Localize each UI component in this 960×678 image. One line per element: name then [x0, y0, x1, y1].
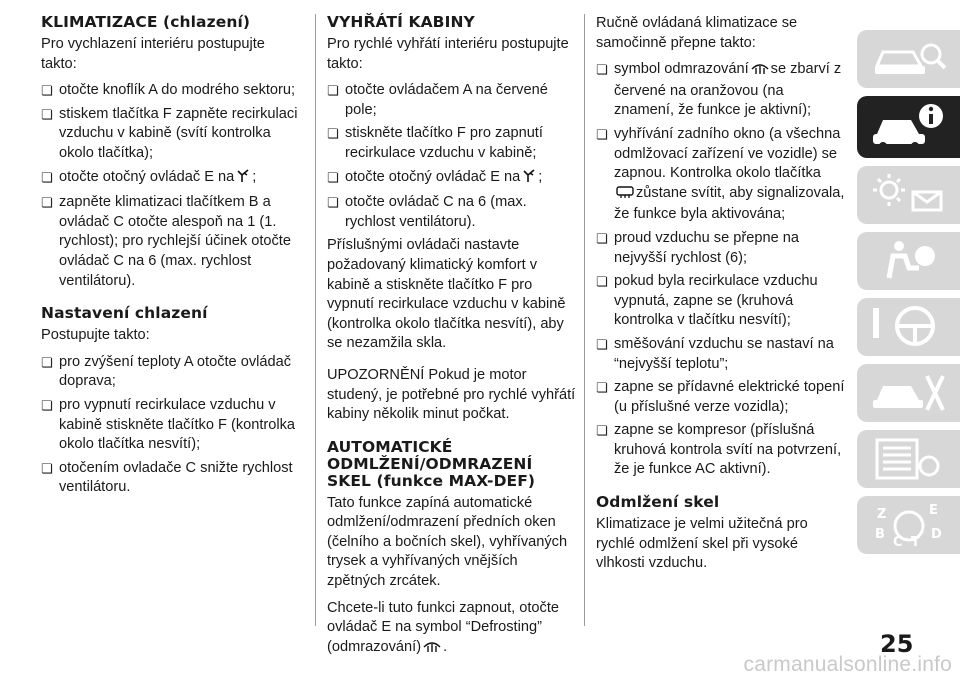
tab-warning-lights[interactable] — [857, 166, 960, 224]
list-item-text: otočte otočný ovládač E na — [59, 168, 235, 185]
heading-cabin-heating: VYHŘÁTÍ KABINY — [327, 13, 475, 31]
list-item — [596, 60, 846, 121]
paragraph-text: Chcete-li tuto funkci zapnout, otočte ovládač E na symbol “Defrosting” (odmrazování) — [327, 599, 560, 655]
heading-cooling-settings: Nastavení chlazení — [41, 304, 208, 323]
list-item: ❏ pro vypnutí recirkulace vzduchu v kabině stiskněte tlačítko F (kontrolka okolo tlačítka nesvítí); — [41, 396, 303, 455]
list-item: ❏ zapněte klimatizaci tlačítkem B a ovládač C otočte alespoň na 1 (1. rychlost); pro rychlejší účinek otočte ovládač C na 6 (max. rychlost ventilátoru). — [41, 193, 303, 291]
page-number: 25 — [880, 630, 914, 658]
list-item: ❏ otočte ovládačem A na červené pole; — [327, 81, 579, 120]
index-letter: B — [875, 527, 885, 542]
tab-emergency[interactable] — [857, 364, 960, 422]
list-item: ❏ pokud byla recirkulace vzduchu vypnutá, zapne se (kruhová kontrolka v tlačítku nesvítí); — [596, 272, 846, 331]
list-item — [596, 125, 846, 225]
specifications-icon — [869, 436, 949, 482]
paragraph: Pro vychlazení interiéru postupujte takto: — [41, 36, 265, 72]
index-letter: D — [931, 527, 942, 542]
list-item: ❏ pro zvýšení teploty A otočte ovládač doprava; — [41, 353, 303, 392]
list-item-text-end: ; — [252, 168, 257, 185]
tab-maintenance[interactable] — [857, 430, 960, 488]
bullet-list — [327, 81, 579, 232]
list-item: ❏ zapne se kompresor (příslušná kruhová kontrola svítí na potvrzení, že je funkce AC aktivní). — [596, 421, 846, 480]
paragraph: Postupujte takto: — [41, 327, 150, 344]
bullet-list — [41, 81, 303, 291]
list-item-text: vyhřívání zadního okno (a všechna odmlžovací zařízení ve vozidle) se zapnou. Kontrolka okolo tlačítka — [614, 125, 841, 182]
watermark: carmanualsonline.info — [743, 653, 952, 676]
list-item: ❏ proud vzduchu se přepne na nejvyšší rychlost (6); — [596, 229, 846, 268]
airbag-icon — [869, 238, 949, 284]
list-item: ❏ otočte knoflík A do modrého sektoru; — [41, 81, 303, 101]
car-tools-icon — [869, 370, 949, 416]
paragraph: Tato funkce zapíná automatické odmlžení/odmrazení předních oken (čelního a bočních skel), vyhřívaných trysek a vyhřívaných vnějších zpětných zrcátek. — [327, 494, 568, 590]
list-item-text: symbol odmrazování — [614, 61, 749, 78]
column-right — [596, 14, 846, 581]
index-letter: Z — [877, 507, 887, 522]
list-item: ❏ otočte ovládač C na 6 (max. rychlost ventilátoru). — [327, 193, 579, 232]
heading-cooling: KLIMATIZACE (chlazení) — [41, 13, 251, 31]
index-icon — [869, 502, 949, 548]
list-item — [327, 168, 579, 190]
tab-car-search[interactable] — [857, 30, 960, 88]
column-divider — [315, 14, 316, 626]
rear-window-heater-icon — [616, 185, 634, 206]
column-middle — [327, 14, 579, 666]
list-item: ❏ zapne se přídavné elektrické topení (u příslušné verze vozidla); — [596, 378, 846, 417]
list-item: ❏ stiskněte tlačítko F pro zapnutí recirkulace vzduchu v kabině; — [327, 124, 579, 163]
defrost-icon — [751, 61, 769, 82]
column-divider — [584, 14, 585, 626]
list-item-text: otočte otočný ovládač E na — [345, 168, 521, 185]
index-letter: E — [929, 503, 938, 518]
defrost-icon — [423, 639, 441, 660]
tab-index[interactable] — [857, 496, 960, 554]
index-letter: C — [893, 535, 903, 548]
list-item: ❏ otočením ovladače C snižte rychlost ventilátoru. — [41, 459, 303, 498]
paragraph: Příslušnými ovládači nastavte požadovaný klimatický komfort v kabině a stiskněte tlačítko F pro vypnutí recirkulace vzduchu v kabině (kontrolka okolo tlačítka nesvítí), aby se nezamžila skla. — [327, 237, 566, 352]
tab-driving[interactable] — [857, 298, 960, 356]
heading-max-def: AUTOMATICKÉ ODMLŽENÍ/ODMRAZENÍ SKEL (funkce MAX-DEF) — [327, 437, 536, 490]
paragraph — [327, 599, 579, 660]
heading-defogging: Odmlžení skel — [596, 493, 720, 512]
warning-paragraph: UPOZORNĚNÍ Pokud je motor studený, je potřebné pro rychlé vyhřátí kabiny několik minut počkat. — [327, 366, 576, 423]
paragraph: Pro rychlé vyhřátí interiéru postupujte takto: — [327, 36, 569, 72]
list-item-text-end: ; — [538, 168, 543, 185]
index-letter: T — [911, 535, 920, 548]
steering-wheel-icon — [869, 304, 949, 350]
snowflake-vent-icon — [236, 169, 250, 190]
car-info-icon — [869, 102, 949, 152]
list-item: ❏ stiskem tlačítka F zapněte recirkulaci vzduchu v kabině (svítí kontrolka okolo tlačítka); — [41, 105, 303, 164]
warning-lights-icon — [869, 172, 949, 218]
list-item — [41, 168, 303, 190]
list-item: ❏ směšování vzduchu se nastaví na “nejvyšší teplotu”; — [596, 335, 846, 374]
column-left — [41, 14, 303, 502]
air-feet-icon — [522, 169, 536, 190]
tab-safety[interactable] — [857, 232, 960, 290]
paragraph-text-end: . — [443, 638, 448, 655]
car-search-icon — [869, 36, 949, 82]
tab-car-info[interactable] — [857, 96, 960, 158]
bullet-list — [41, 353, 303, 498]
paragraph: Klimatizace je velmi užitečná pro rychlé odmlžení skel při vysoké vlhkosti vzduchu. — [596, 516, 808, 572]
list-item-text: se zbarví z červené na oranžovou (na znamení, že funkce je aktivní); — [614, 61, 842, 119]
paragraph: Ručně ovládaná klimatizace se samočinně přepne takto: — [596, 15, 798, 51]
chapter-tabs — [857, 30, 960, 562]
list-item-text: zůstane svítit, aby signalizovala, že funkce byla aktivována; — [614, 184, 845, 223]
bullet-list — [596, 60, 846, 480]
